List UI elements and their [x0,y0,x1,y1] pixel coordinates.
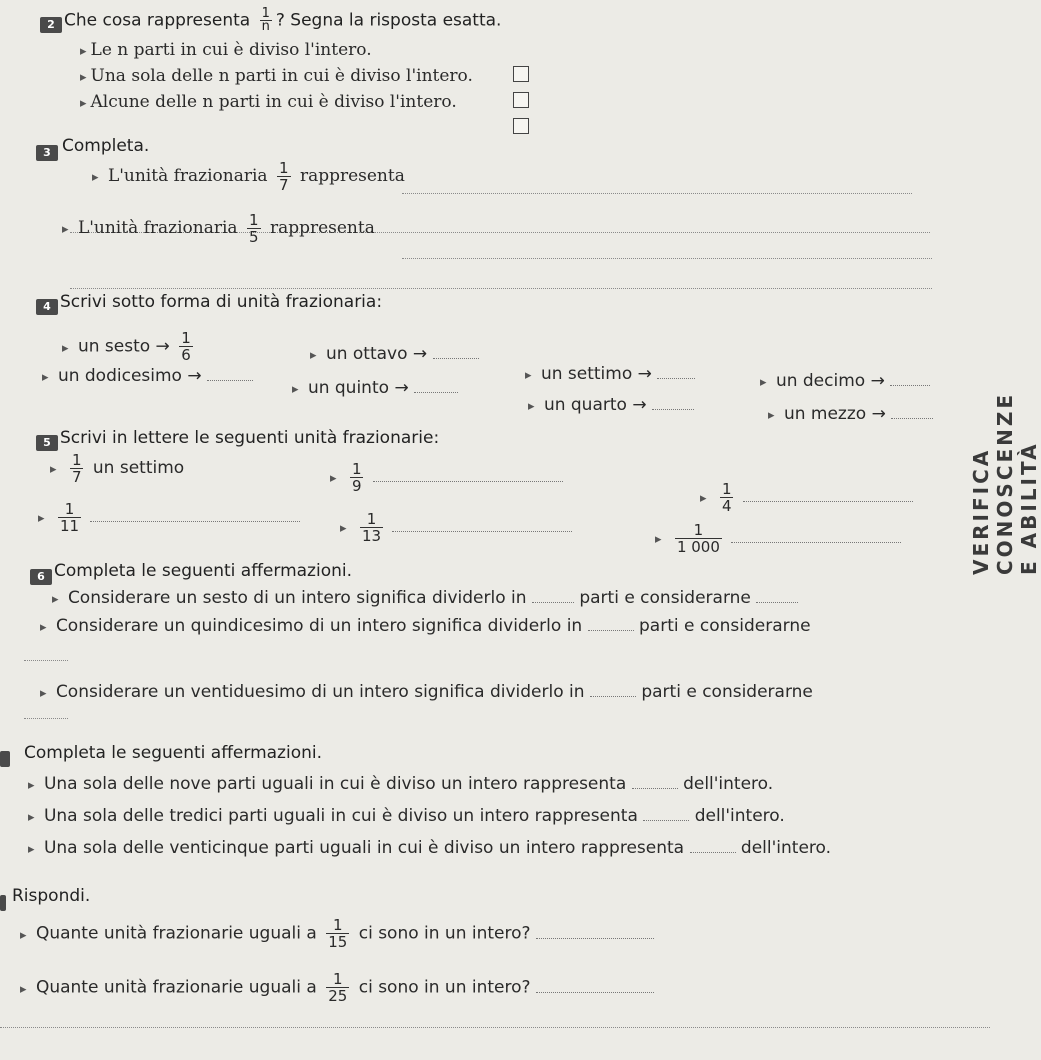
exercise-title: Scrivi in lettere le seguenti unità frazionarie: [60,428,440,448]
exercise-number: 3 [36,145,58,161]
item [340,511,572,544]
fraction: $\frac{1}{25}$ [328,970,348,1005]
answer-blank[interactable] [756,592,798,603]
fraction: $\frac{1}{5}$ [248,211,259,246]
item: ▸ un decimo → [760,371,930,391]
answer-line[interactable] [24,718,68,719]
option-text: ▸ Una sola delle n parti in cui è diviso l'intero. [80,66,473,86]
option-text: ▸ Alcune delle n parti in cui è diviso l'intero. [80,92,457,112]
answer-blank[interactable] [414,382,458,393]
statement: ▸ Considerare un quindicesimo di un intero significa dividerlo in parti e considerarne [40,616,811,636]
exercise-number: 6 [30,569,52,585]
item: ▸ un quarto → [528,395,694,415]
answer-blank[interactable] [657,368,695,379]
answer-checkbox[interactable] [513,66,529,82]
statement: ▸ Considerare un sesto di un intero significa dividerlo in parti e considerarne [52,588,798,608]
exercise-number: 4 [36,299,58,315]
statement: ▸ Una sola delle nove parti uguali in cui è diviso un intero rappresenta dell'intero. [28,774,773,794]
answer-line[interactable] [0,1027,990,1028]
exercise-title: Scrivi sotto forma di unità frazionaria: [60,292,383,312]
item [655,522,901,555]
answer-blank[interactable] [890,375,930,386]
statement: ▸ L'unità frazionaria $\frac{1}{5}$ rappresenta [62,212,375,245]
exercise-title: Completa le seguenti affermazioni. [54,561,352,581]
item: ▸ un settimo → [525,364,695,384]
statement: ▸ Considerare un ventiduesimo di un intero significa dividerlo in parti e considerarne [40,682,813,702]
fraction: ▸ $\frac{1}{11}$ [59,500,80,535]
answer-blank[interactable] [690,842,736,853]
answer-blank[interactable] [532,592,574,603]
fraction: ▸ $\frac{1}{13}$ [361,510,382,545]
exercise-number: 5 [36,435,58,451]
answer-line[interactable] [402,193,912,194]
item: ▸ un ottavo → [310,344,479,364]
answer-blank[interactable] [392,521,572,532]
question: ▸ Quante unità frazionarie uguali a $\frac{1}{15}$ ci sono in un intero? [20,917,654,950]
example-item: ▸ un sesto → $\frac{1}{6}$ [62,330,197,363]
answer-checkbox[interactable] [513,92,529,108]
item: ▸ un dodicesimo → [42,366,253,386]
example-item: ▸ $\frac{1}{7}$ un settimo [50,452,184,485]
answer-line[interactable] [70,288,932,289]
item [330,461,563,494]
statement: ▸ L'unità frazionaria $\frac{1}{7}$ rappresenta [92,160,405,193]
answer-blank[interactable] [743,491,913,502]
exercise-title: Completa le seguenti affermazioni. [24,743,322,763]
item [38,501,300,534]
fraction: ▸ $\frac{1}{1 000}$ [676,521,720,556]
answer-blank[interactable] [731,532,901,543]
answer-checkbox[interactable] [513,118,529,134]
exercise-number: 2 [40,17,62,33]
answer-blank[interactable] [207,370,253,381]
answer-blank[interactable] [632,778,678,789]
item: ▸ un mezzo → [768,404,933,424]
exercise-title: Che cosa rappresenta $\frac{1}{n}$ ? Segna la risposta esatta. [64,6,502,34]
side-section-label: VERIFICA CONOSCENZE E ABILITÀ [969,391,1041,575]
fraction: $\frac{1}{n}$ [261,6,270,34]
answer-blank[interactable] [536,982,654,993]
answer-blank[interactable] [891,408,933,419]
answer-line[interactable] [402,258,932,259]
answer-blank[interactable] [373,471,563,482]
answer-blank[interactable] [90,511,300,522]
fraction: $\frac{1}{6}$ [181,329,191,364]
exercise-title: Rispondi. [12,886,91,906]
fraction: ▸ $\frac{1}{4}$ [721,480,732,515]
statement: ▸ Una sola delle venticinque parti uguali in cui è diviso un intero rappresenta dell'intero. [28,838,831,858]
fraction: ▸ $\frac{1}{9}$ [351,460,362,495]
answer-blank[interactable] [652,399,694,410]
answer-line[interactable] [24,660,68,661]
exercise-number-marker [0,895,6,911]
item: ▸ un quinto → [292,378,458,398]
answer-blank[interactable] [536,928,654,939]
answer-blank[interactable] [588,620,634,631]
answer-blank[interactable] [433,348,479,359]
fraction: ▸ $\frac{1}{7}$ [71,451,82,486]
fraction: $\frac{1}{7}$ [278,159,289,194]
answer-blank[interactable] [590,686,636,697]
item [700,481,913,514]
fraction: $\frac{1}{15}$ [328,916,348,951]
option-text: ▸ Le n parti in cui è diviso l'intero. [80,40,372,60]
exercise-title: Completa. [62,136,150,156]
statement: ▸ Una sola delle tredici parti uguali in cui è diviso un intero rappresenta dell'intero. [28,806,785,826]
exercise-number-marker [0,751,10,767]
answer-blank[interactable] [643,810,689,821]
question: ▸ Quante unità frazionarie uguali a $\frac{1}{25}$ ci sono in un intero? [20,971,654,1004]
